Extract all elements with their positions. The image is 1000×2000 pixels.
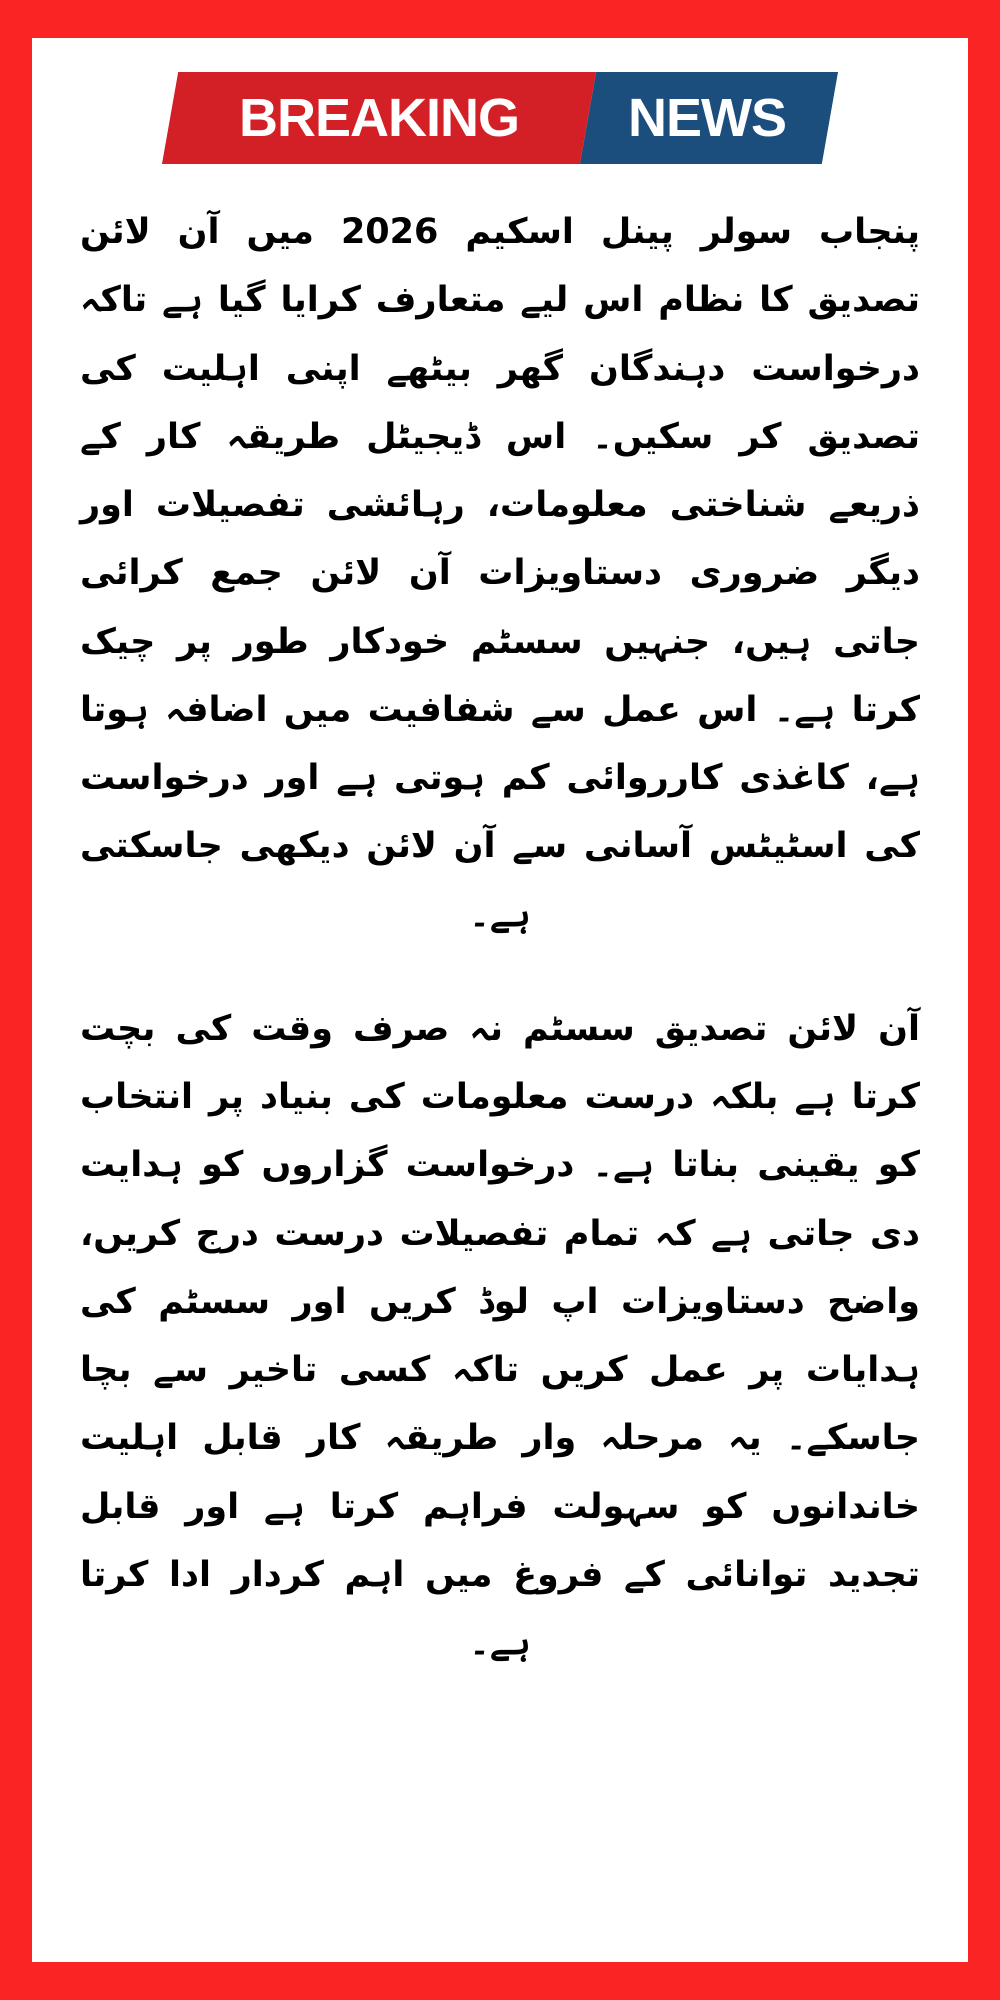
banner-news-label: NEWS [628, 88, 786, 148]
banner-primary-block [162, 72, 596, 164]
article-sheet [32, 38, 968, 1962]
breaking-news-banner [162, 72, 838, 164]
article-paragraph-1: پنجاب سولر پینل اسکیم 2026 میں آن لائن تصدیق کا نظام اس لیے متعارف کرایا گیا ہے تاکہ درخواست دہندگان گھر بیٹھے اپنی اہلیت کی تصدیق کر سکیں۔ اس ڈیجیٹل طریقہ کار کے ذریعے شناختی معلومات، رہائشی تفصیلات اور دیگر ضروری دستاویزات آن لائن جمع کرائی جاتی ہیں، جنہیں سسٹم خودکار طور پر چیک کرتا ہے۔ اس عمل سے شفافیت میں اضافہ ہوتا ہے، کاغذی کارروائی کم ہوتی ہے اور درخواست کی اسٹیٹس آسانی سے آن لائن دیکھی جاسکتی ہے۔ [80, 212, 920, 935]
banner-breaking-label: BREAKING [239, 88, 520, 148]
article-paragraph-2: آن لائن تصدیق سسٹم نہ صرف وقت کی بچت کرتا ہے بلکہ درست معلومات کی بنیاد پر انتخاب کو یقینی بناتا ہے۔ درخواست گزاروں کو ہدایت دی جاتی ہے کہ تمام تفصیلات درست درج کریں، واضح دستاویزات اپ لوڈ کریں اور سسٹم کی ہدایات پر عمل کریں تاکہ کسی تاخیر سے بچا جاسکے۔ یہ مرحلہ وار طریقہ کار قابل اہلیت خاندانوں کو سہولت فراہم کرتا ہے اور قابل تجدید توانائی کے فروغ میں اہم کردار ادا کرتا ہے۔ [80, 1008, 920, 1663]
article-body [80, 198, 920, 1932]
banner-secondary-block [580, 72, 838, 164]
